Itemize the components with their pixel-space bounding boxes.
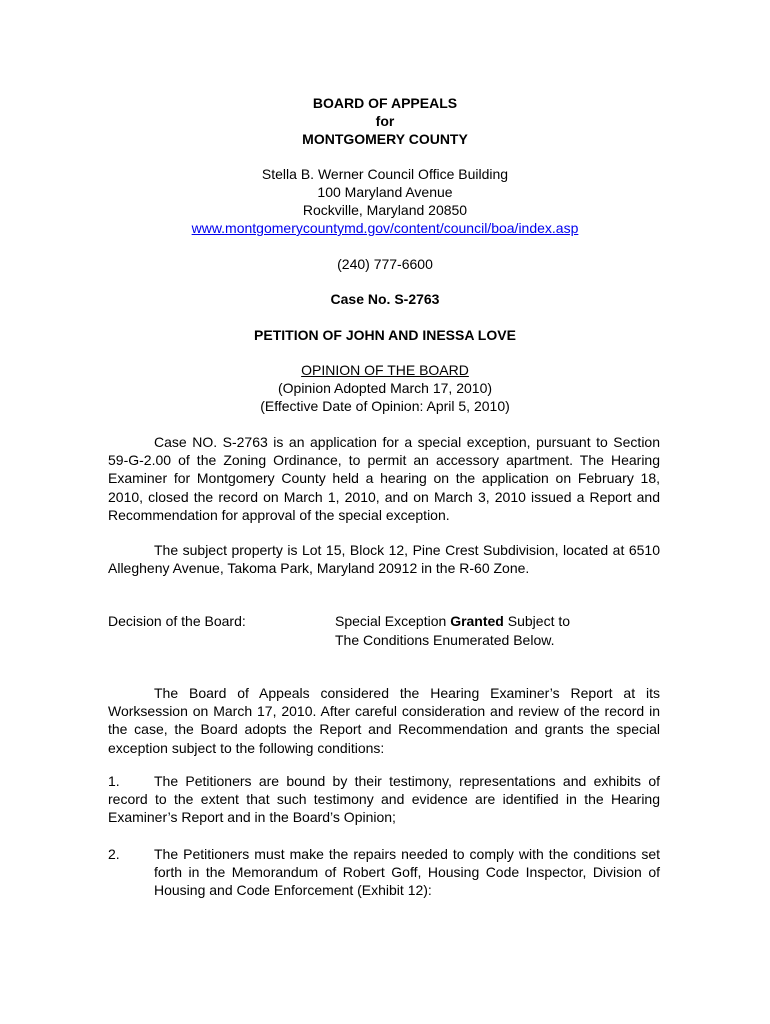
- paragraph-application: Case NO. S-2763 is an application for a special exception, pursuant to Section 59-G-2.00 of the Zoning Ordinance, to permit an accessory apartment. The Hearing Examiner for Montgomery County held a hearing on the application on February 18, 2010, closed the record on March 1, 2010, and on March 3, 2010 issued a Report and Recommendation for approval of the special exception.: [108, 434, 660, 523]
- decision-label: Decision of the Board:: [108, 613, 246, 629]
- paragraph-board-consideration: The Board of Appeals considered the Hearing Examiner’s Report at its Worksession on March 17, 2010. After careful consideration and review of the record in the case, the Board adopts the Report and Recommendation and grants the special exception subject to the following conditions:: [108, 685, 660, 756]
- decision-line2: The Conditions Enumerated Below.: [335, 632, 555, 648]
- condition-1-number: 1.: [108, 773, 120, 789]
- condition-1-text: The Petitioners are bound by their testimony, representations and exhibits of record to the extent that such testimony and evidence are identified in the Hearing Examiner’s Report and in the Board’s Opinion;: [108, 773, 660, 826]
- paragraph-subject-property: The subject property is Lot 15, Block 12, Pine Crest Subdivision, located at 6510 Allegheny Avenue, Takoma Park, Maryland 20912 in the R-60 Zone.: [108, 542, 660, 577]
- website-link[interactable]: www.montgomerycountymd.gov/content/council/boa/index.asp: [191, 220, 579, 236]
- opinion-effective-date: (Effective Date of Opinion: April 5, 2010): [260, 398, 510, 414]
- board-title: BOARD OF APPEALS: [312, 95, 458, 111]
- address-building: Stella B. Werner Council Office Building: [261, 166, 509, 182]
- petition-title: PETITION OF JOHN AND INESSA LOVE: [254, 327, 516, 343]
- case-number: Case No. S-2763: [330, 291, 440, 307]
- decision-post: Subject to: [503, 613, 571, 629]
- board-title-for: for: [375, 113, 395, 129]
- decision-value: [335, 612, 570, 650]
- opinion-adopted-date: (Opinion Adopted March 17, 2010): [277, 380, 493, 396]
- address-city: Rockville, Maryland 20850: [302, 202, 468, 218]
- county-title: MONTGOMERY COUNTY: [302, 131, 468, 147]
- address-street: 100 Maryland Avenue: [317, 184, 453, 200]
- phone-number: (240) 777-6600: [337, 256, 433, 272]
- decision-pre: Special Exception: [335, 613, 451, 629]
- opinion-title: OPINION OF THE BOARD: [301, 362, 469, 378]
- decision-granted: Granted: [450, 613, 504, 629]
- condition-2-number: 2.: [108, 846, 120, 862]
- condition-2-text: The Petitioners must make the repairs needed to comply with the conditions set forth in the Memorandum of Robert Goff, Housing Code Inspector, Division of Housing and Code Enforcement (Exhibit 12):: [154, 846, 660, 899]
